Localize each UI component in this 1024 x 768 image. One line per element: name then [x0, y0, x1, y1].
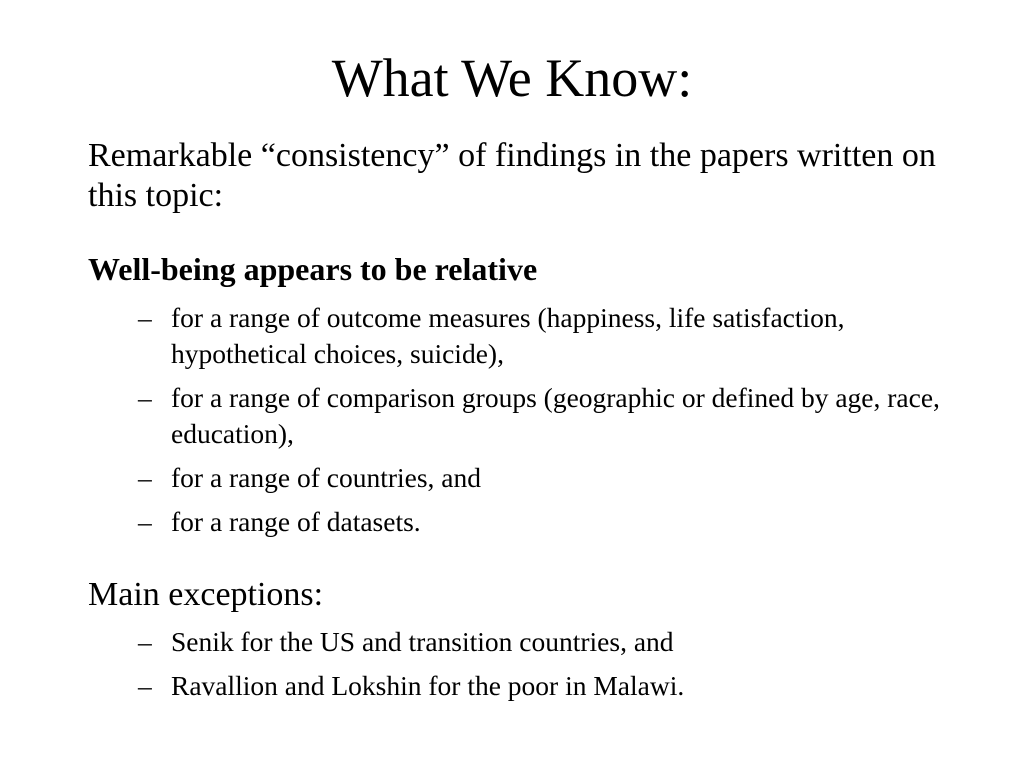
dash-bullet: –	[138, 382, 152, 413]
list-item	[138, 300, 958, 372]
dash-bullet: –	[138, 462, 152, 493]
dash-bullet: –	[138, 302, 152, 333]
list-item	[138, 380, 958, 452]
list-item	[138, 460, 958, 496]
list-item	[138, 668, 958, 704]
exceptions-list	[138, 624, 958, 712]
list-item	[138, 504, 958, 540]
list-item-text: for a range of comparison groups (geographic or defined by age, race, education),	[171, 382, 940, 449]
list-item-text: Senik for the US and transition countries, and	[171, 626, 674, 657]
slide-title: What We Know:	[331, 48, 693, 108]
list-item-text: Ravallion and Lokshin for the poor in Malawi.	[171, 670, 685, 701]
list-item-text: for a range of outcome measures (happiness, life satisfaction, hypothetical choices, suicide),	[171, 302, 845, 369]
intro-text: Remarkable “consistency” of findings in the papers written on this topic:	[88, 137, 936, 214]
dash-bullet: –	[138, 626, 152, 657]
section-heading-relative: Well-being appears to be relative	[88, 251, 538, 287]
dash-bullet: –	[138, 670, 152, 701]
list-item	[138, 624, 958, 660]
list-item-text: for a range of datasets.	[171, 506, 421, 537]
relative-list	[138, 300, 958, 548]
section-heading-exceptions: Main exceptions:	[88, 576, 324, 613]
dash-bullet: –	[138, 506, 152, 537]
list-item-text: for a range of countries, and	[171, 462, 482, 493]
